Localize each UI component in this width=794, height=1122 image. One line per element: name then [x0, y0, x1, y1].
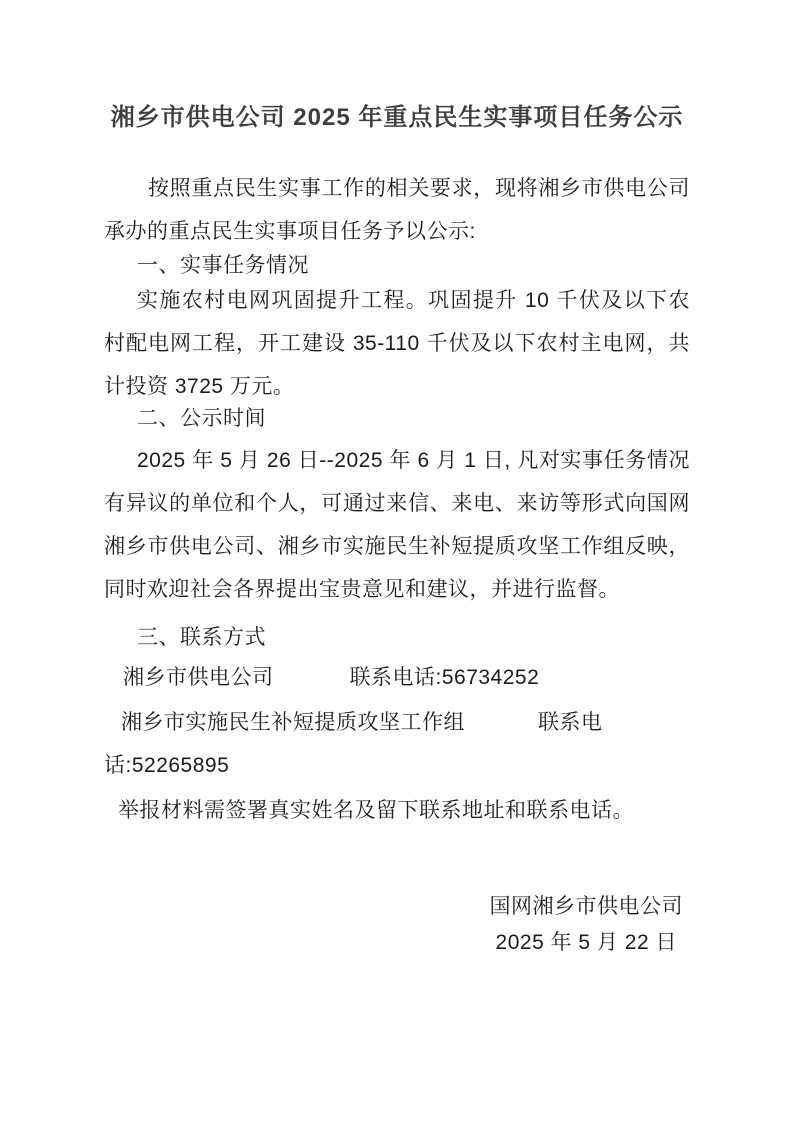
intro-paragraph: 按照重点民生实事工作的相关要求，现将湘乡市供电公司承办的重点民生实事项目任务予以公示:: [104, 177, 690, 243]
contact-2-org: 湘乡市实施民生补短提质攻坚工作组: [121, 711, 465, 734]
contact-1-phone: 联系电话:56734252: [349, 666, 540, 689]
signature-org: 国网湘乡市供电公司: [489, 895, 683, 918]
section-1-heading: 一、实事任务情况: [137, 254, 309, 277]
report-note: 举报材料需签署真实姓名及留下联系地址和联系电话。: [118, 799, 634, 822]
signature-date: 2025 年 5 月 22 日: [495, 931, 677, 954]
section-2-body: 2025 年 5 月 26 日--2025 年 6 月 1 日, 凡对实事任务情况有异议的单位和个人，可通过来信、来电、来访等形式向国网湘乡市供电公司、湘乡市实施民生补短提质攻坚工作组反映，同时欢迎社会各界提出宝贵意见和建议，并进行监督。: [104, 449, 690, 601]
contact-1-org: 湘乡市供电公司: [123, 666, 274, 689]
section-3-heading: 三、联系方式: [137, 626, 266, 649]
signature-block: [490, 889, 684, 961]
section-1-body: 实施农村电网巩固提升工程。巩固提升 10 千伏及以下农村配电网工程，开工建设 35-110 千伏及以下农村主电网，共计投资 3725 万元。: [104, 289, 690, 398]
section-2-heading: 二、公示时间: [137, 407, 266, 430]
contact-line-supply-company: [104, 656, 690, 699]
contact-2-phone: 联系电话:52265895: [104, 711, 603, 777]
contact-line-work-group: [104, 701, 690, 787]
document-title: 湘乡市供电公司 2025 年重点民生实事项目任务公示: [110, 104, 684, 131]
